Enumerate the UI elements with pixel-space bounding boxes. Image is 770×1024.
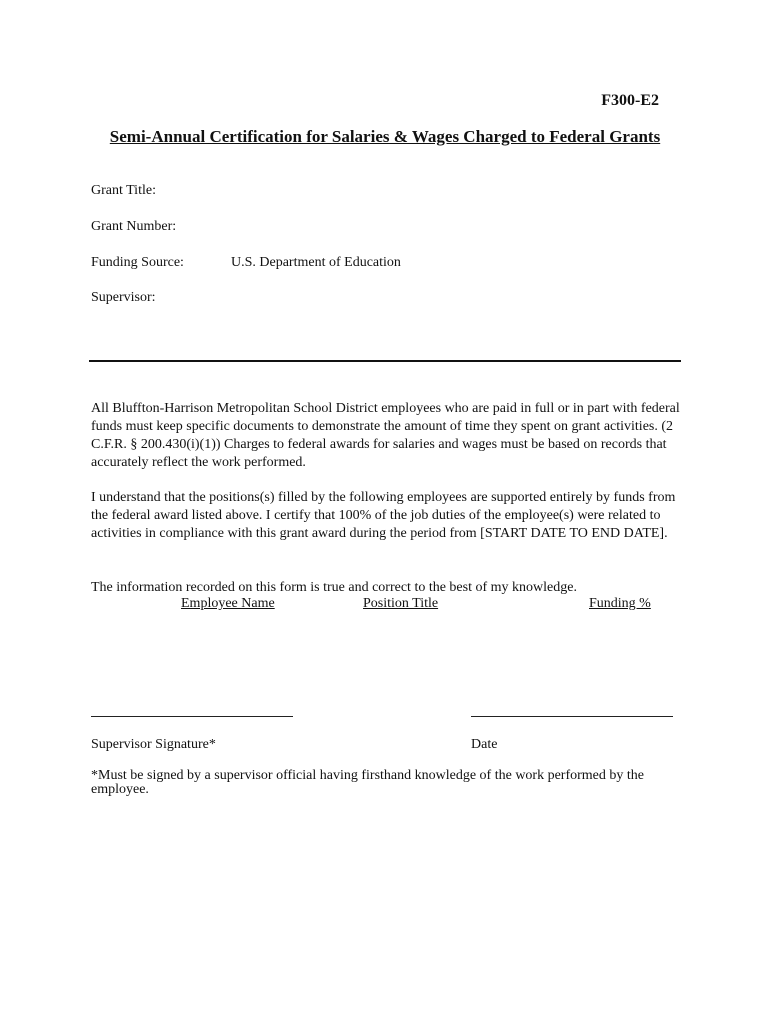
grant-number-label: Grant Number:	[91, 219, 177, 234]
grant-title-label: Grant Title:	[91, 183, 156, 198]
date-line[interactable]	[471, 716, 673, 717]
supervisor-field	[91, 289, 231, 307]
supervisor-signature-label: Supervisor Signature*	[91, 737, 216, 752]
position-title-header: Position Title	[363, 596, 439, 611]
grant-title-field	[91, 182, 231, 200]
supervisor-signature-line[interactable]	[91, 716, 293, 717]
employee-name-header: Employee Name	[181, 596, 275, 611]
section-divider	[89, 360, 681, 362]
funding-percent-header: Funding %	[589, 596, 651, 611]
supervisor-label: Supervisor:	[91, 290, 156, 305]
policy-paragraph: All Bluffton-Harrison Metropolitan School District employees who are paid in full or in part with federal funds must keep specific documents to demonstrate the amount of time they spent on grant activities. (2 C.F.R. § 200.430(i)(1)) Charges to federal awards for salaries and wages must be based on records that accurately reflect the work performed.	[91, 401, 680, 470]
attestation-paragraph: The information recorded on this form is true and correct to the best of my knowledge.	[91, 580, 577, 595]
form-code: F300-E2	[601, 92, 659, 109]
date-label: Date	[471, 737, 498, 752]
signature-footnote: *Must be signed by a supervisor official having firsthand knowledge of the work performed by the employee.	[91, 768, 644, 797]
funding-source-label: Funding Source:	[91, 255, 184, 270]
funding-source-value: U.S. Department of Education	[231, 255, 401, 270]
form-title: Semi-Annual Certification for Salaries & Wages Charged to Federal Grants	[109, 127, 661, 146]
funding-source-field	[91, 254, 401, 272]
certification-paragraph: I understand that the positions(s) filled by the following employees are supported entirely by funds from the federal award listed above. I certify that 100% of the job duties of the employee(s) were related to activities in compliance with this grant award during the period from [START DATE TO END DATE].	[91, 490, 676, 541]
grant-number-field	[91, 218, 231, 236]
